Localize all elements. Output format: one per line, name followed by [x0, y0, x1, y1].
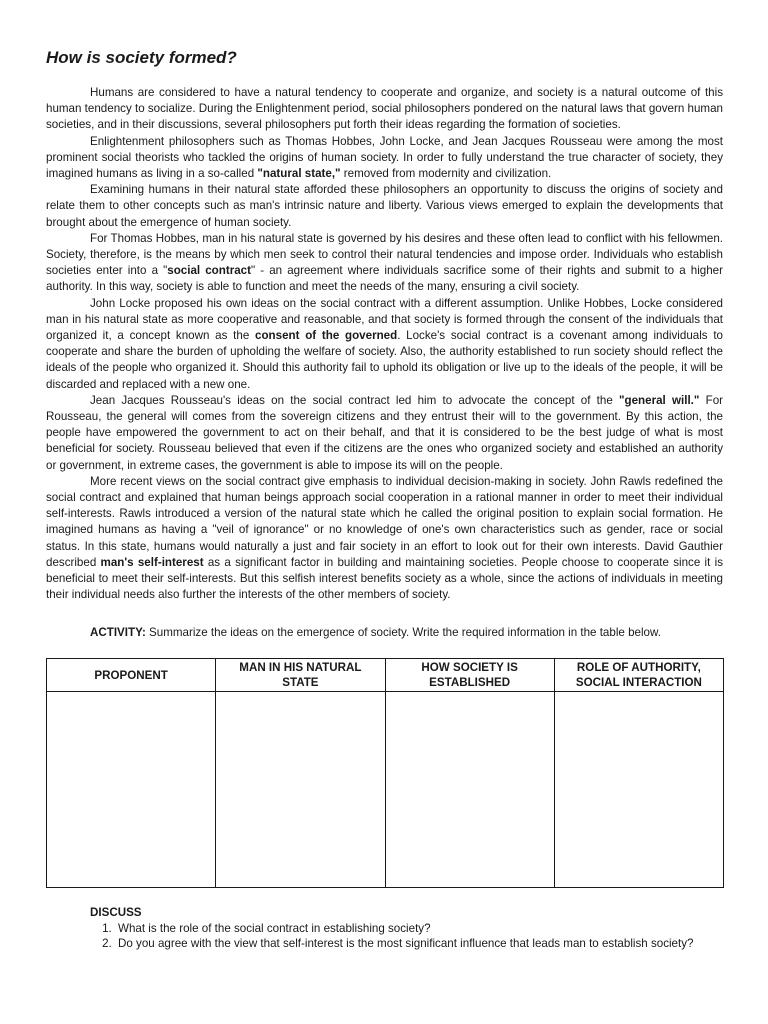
body-paragraph [46, 182, 723, 231]
reading-passage [46, 85, 723, 604]
body-paragraph [46, 296, 723, 393]
page-title: How is society formed? [46, 48, 237, 67]
header-role-of-authority: ROLE OF AUTHORITY, SOCIAL INTERACTION [554, 659, 723, 692]
paragraph-text: Examining humans in their natural state afforded these philosophers an opportunity to discuss the origins of society and relate them to other concepts such as man's intrinsic nature and liberty. Various views emerged to explain the developments that brought about the emergence of human society. [46, 183, 723, 229]
discuss-question: 2. Do you agree with the view that self-interest is the most significant influence that leads man to establish society? [115, 936, 693, 952]
header-how-established: HOW SOCIETY IS ESTABLISHED [385, 659, 554, 692]
discuss-questions [90, 921, 693, 952]
paragraph-text: Humans are considered to have a natural tendency to cooperate and organize, and society is a natural outcome of this human tendency to socialize. During the Enlightenment period, social philosophers pondered on the natural laws that govern human societies, and in their discussions, several philosophers put forth their ideas regarding the formation of societies. [46, 86, 723, 132]
discuss-section [90, 905, 693, 952]
table-header-row [47, 659, 724, 692]
paragraph-text: For Rousseau, the general will comes from the sovereign citizens and they entrust their will to the government. By this action, the people have empowered the government to act on their behalf, and that it is considered to be the best judge of what is most beneficial for society. Rousseau believed that even if the citizens are the ones who organized society and established an authority or government, in extreme cases, the government is able to impose its will on the people. [46, 393, 723, 472]
answer-cell-proponent[interactable] [47, 692, 216, 888]
paragraph-text: For Thomas Hobbes, man in his natural state is governed by his desires and these often lead to conflict with his fellowmen. Society, therefore, is the means by which men seek to control their natural tendencies and impose order. Individuals who establish societies enter into a " [46, 231, 723, 278]
answer-cell-natural-state[interactable] [216, 692, 385, 888]
paragraph-text: as a significant factor in building and maintaining societies. People choose to cooperate since it is beneficial to meet their self-interests. But this selfish interest benefits society as a whole, since the actions of individuals in meeting their individual needs also further the interests of the other members of society. [46, 555, 723, 602]
table-row [47, 692, 724, 888]
answer-cell-role-of-authority[interactable] [554, 692, 723, 888]
header-proponent: PROPONENT [47, 659, 216, 692]
activity-text: Summarize the ideas on the emergence of society. Write the required information in the table below. [145, 626, 661, 639]
header-natural-state: MAN IN HIS NATURAL STATE [216, 659, 385, 692]
answer-cell-how-established[interactable] [385, 692, 554, 888]
body-paragraph [46, 474, 723, 604]
paragraph-text: More recent views on the social contract give emphasis to individual decision-making in society. John Rawls redefined the social contract and explained that human beings approach social cooperation in a rational manner in order to meet their individual self-interests. Rawls introduced a version of the natural state which he called the original position to explain social formation. He imagined humans as having a "veil of ignorance" or no knowledge of one's own characteristics such as gender, race or social status. In this state, humans would naturally a just and fair society in an effort to look out for their own interests. David Gauthier described [46, 474, 723, 569]
paragraph-text: . Locke's social contract is a covenant among individuals to cooperate and share the burden of upholding the welfare of society. Also, the authority established to run society should reflect the ideals of the people who organized it. Should this authority fail to uphold its obligation or live up to the ideals of the people, it will be discarded and replaced with a new one. [46, 329, 723, 391]
paragraph-text: " - an agreement where individuals sacrifice some of their rights and submit to a higher authority. In this way, society is able to function and meet the needs of the many, ensuring a civil society. [46, 264, 723, 294]
activity-label: ACTIVITY: [90, 626, 146, 639]
paragraph-text: Jean Jacques Rousseau's ideas on the social contract led him to advocate the concept of the [90, 393, 620, 407]
bold-term: man's self-interest [100, 555, 204, 569]
discuss-heading: DISCUSS [90, 906, 142, 919]
paragraph-text: removed from modernity and civilization. [340, 167, 552, 181]
discuss-question: 1. What is the role of the social contract in establishing society? [115, 921, 693, 937]
summary-table [46, 658, 724, 888]
body-paragraph [46, 231, 723, 296]
bold-term: "general will." [619, 393, 700, 407]
body-paragraph [46, 134, 723, 183]
body-paragraph [46, 85, 723, 134]
bold-term: consent of the governed [255, 329, 398, 343]
body-paragraph [46, 393, 723, 474]
bold-term: social contract [167, 264, 251, 278]
activity-instruction [90, 626, 661, 639]
paragraph-text: John Locke proposed his own ideas on the social contract with a different assumption. Unlike Hobbes, Locke considered man in his natural state as more cooperative and reasonable, and that society is formed through the consent of the individuals that organized it, a concept known as the [46, 296, 723, 343]
paragraph-text: Enlightenment philosophers such as Thomas Hobbes, John Locke, and Jean Jacques Rousseau were among the most prominent social theorists who tackled the origins of human society. In order to fully understand the true character of society, they imagined humans as living in a so-called [46, 134, 723, 181]
bold-term: "natural state," [257, 167, 341, 181]
